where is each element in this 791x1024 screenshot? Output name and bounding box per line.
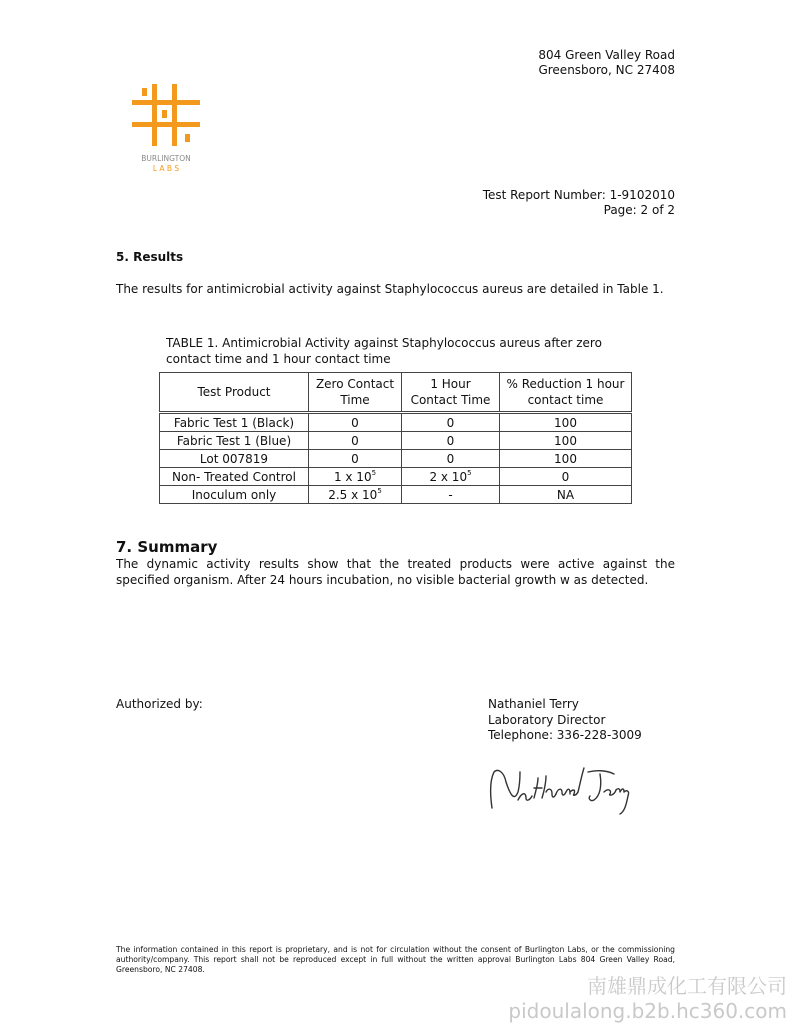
cell-zero (309, 468, 402, 486)
address-line-city: Greensboro, NC 27408 (538, 63, 675, 77)
results-table (159, 372, 632, 504)
summary-text: The dynamic activity results show that the treated products were active against the specified organism. After 24 hours incubation, no visible bacterial growth w as detected. (116, 557, 675, 587)
cell-hour: - (402, 486, 500, 504)
cell-hour-exponent: 5 (467, 468, 472, 477)
cell-product: Inoculum only (160, 486, 309, 504)
cell-zero-exponent: 5 (371, 468, 377, 477)
cell-hour: 0 (402, 450, 500, 468)
watermark (508, 974, 787, 1024)
cell-zero-base: 2.5 x 10 (328, 487, 378, 502)
cell-zero: 0 (309, 413, 402, 432)
cell-product: Fabric Test 1 (Blue) (160, 432, 309, 450)
handwritten-signature (484, 762, 634, 822)
authorized-by-label: Authorized by: (116, 697, 203, 711)
table-header-row (160, 373, 632, 413)
signatory-block (488, 697, 642, 744)
results-heading: 5. Results (116, 250, 184, 264)
table-row (160, 486, 632, 504)
table-row (160, 413, 632, 432)
header-test-product: Test Product (160, 373, 309, 413)
cell-zero-exponent: 5 (377, 486, 382, 495)
logo-text-burlington: BURLINGTON (141, 154, 191, 163)
signatory-title: Laboratory Director (488, 712, 606, 727)
cell-reduction: 100 (500, 432, 632, 450)
cell-reduction: 100 (500, 413, 632, 432)
cell-zero: 0 (309, 432, 402, 450)
signature-icon (484, 762, 634, 818)
page-number: Page: 2 of 2 (603, 203, 675, 217)
summary-heading: 7. Summary (116, 538, 218, 556)
table-row (160, 432, 632, 450)
header-reduction: % Reduction 1 hour contact time (500, 373, 632, 413)
cell-hour-base: 2 x 10 (429, 469, 468, 484)
watermark-url: pidoulalong.b2b.hc360.com (508, 999, 787, 1023)
cell-product: Lot 007819 (160, 450, 309, 468)
report-number: Test Report Number: 1-9102010 (482, 188, 675, 202)
watermark-company: 南雄鼎成化工有限公司 (587, 974, 787, 998)
logo-mark-icon (128, 84, 204, 154)
cell-product: Non- Treated Control (160, 468, 309, 486)
signatory-phone: Telephone: 336-228-3009 (488, 728, 642, 742)
header-one-hour: 1 Hour Contact Time (402, 373, 500, 413)
table-caption: TABLE 1. Antimicrobial Activity against Staphylococcus aureus after zero contact time and 1 hour contact time (166, 336, 602, 366)
cell-reduction: 100 (500, 450, 632, 468)
footer-disclaimer: The information contained in this report is proprietary, and is not for circulation without the consent of Burlington Labs, or the commissioning authority/company. This report shall not be reproduced except in full without the written approval Burlington Labs 804 Green Valley Road, Greensboro, NC 27408. (116, 945, 675, 974)
table-row (160, 450, 632, 468)
address-block (470, 48, 675, 78)
cell-zero: 0 (309, 450, 402, 468)
cell-reduction: NA (500, 486, 632, 504)
signatory-name: Nathaniel Terry (488, 697, 579, 711)
cell-zero (309, 486, 402, 504)
cell-zero-base: 1 x 10 (333, 469, 372, 484)
address-line-street: 804 Green Valley Road (538, 48, 675, 62)
cell-product: Fabric Test 1 (Black) (160, 413, 309, 432)
header-zero-contact: Zero Contact Time (309, 373, 402, 413)
cell-hour: 0 (402, 432, 500, 450)
cell-hour: 0 (402, 413, 500, 432)
results-intro: The results for antimicrobial activity against Staphylococcus aureus are detailed in Table 1. (116, 282, 664, 296)
burlington-labs-logo (128, 84, 208, 176)
cell-reduction: 0 (500, 468, 632, 486)
report-info (440, 188, 675, 218)
cell-hour (402, 468, 500, 486)
logo-text-labs: L A B S (152, 164, 180, 173)
table-row (160, 468, 632, 486)
